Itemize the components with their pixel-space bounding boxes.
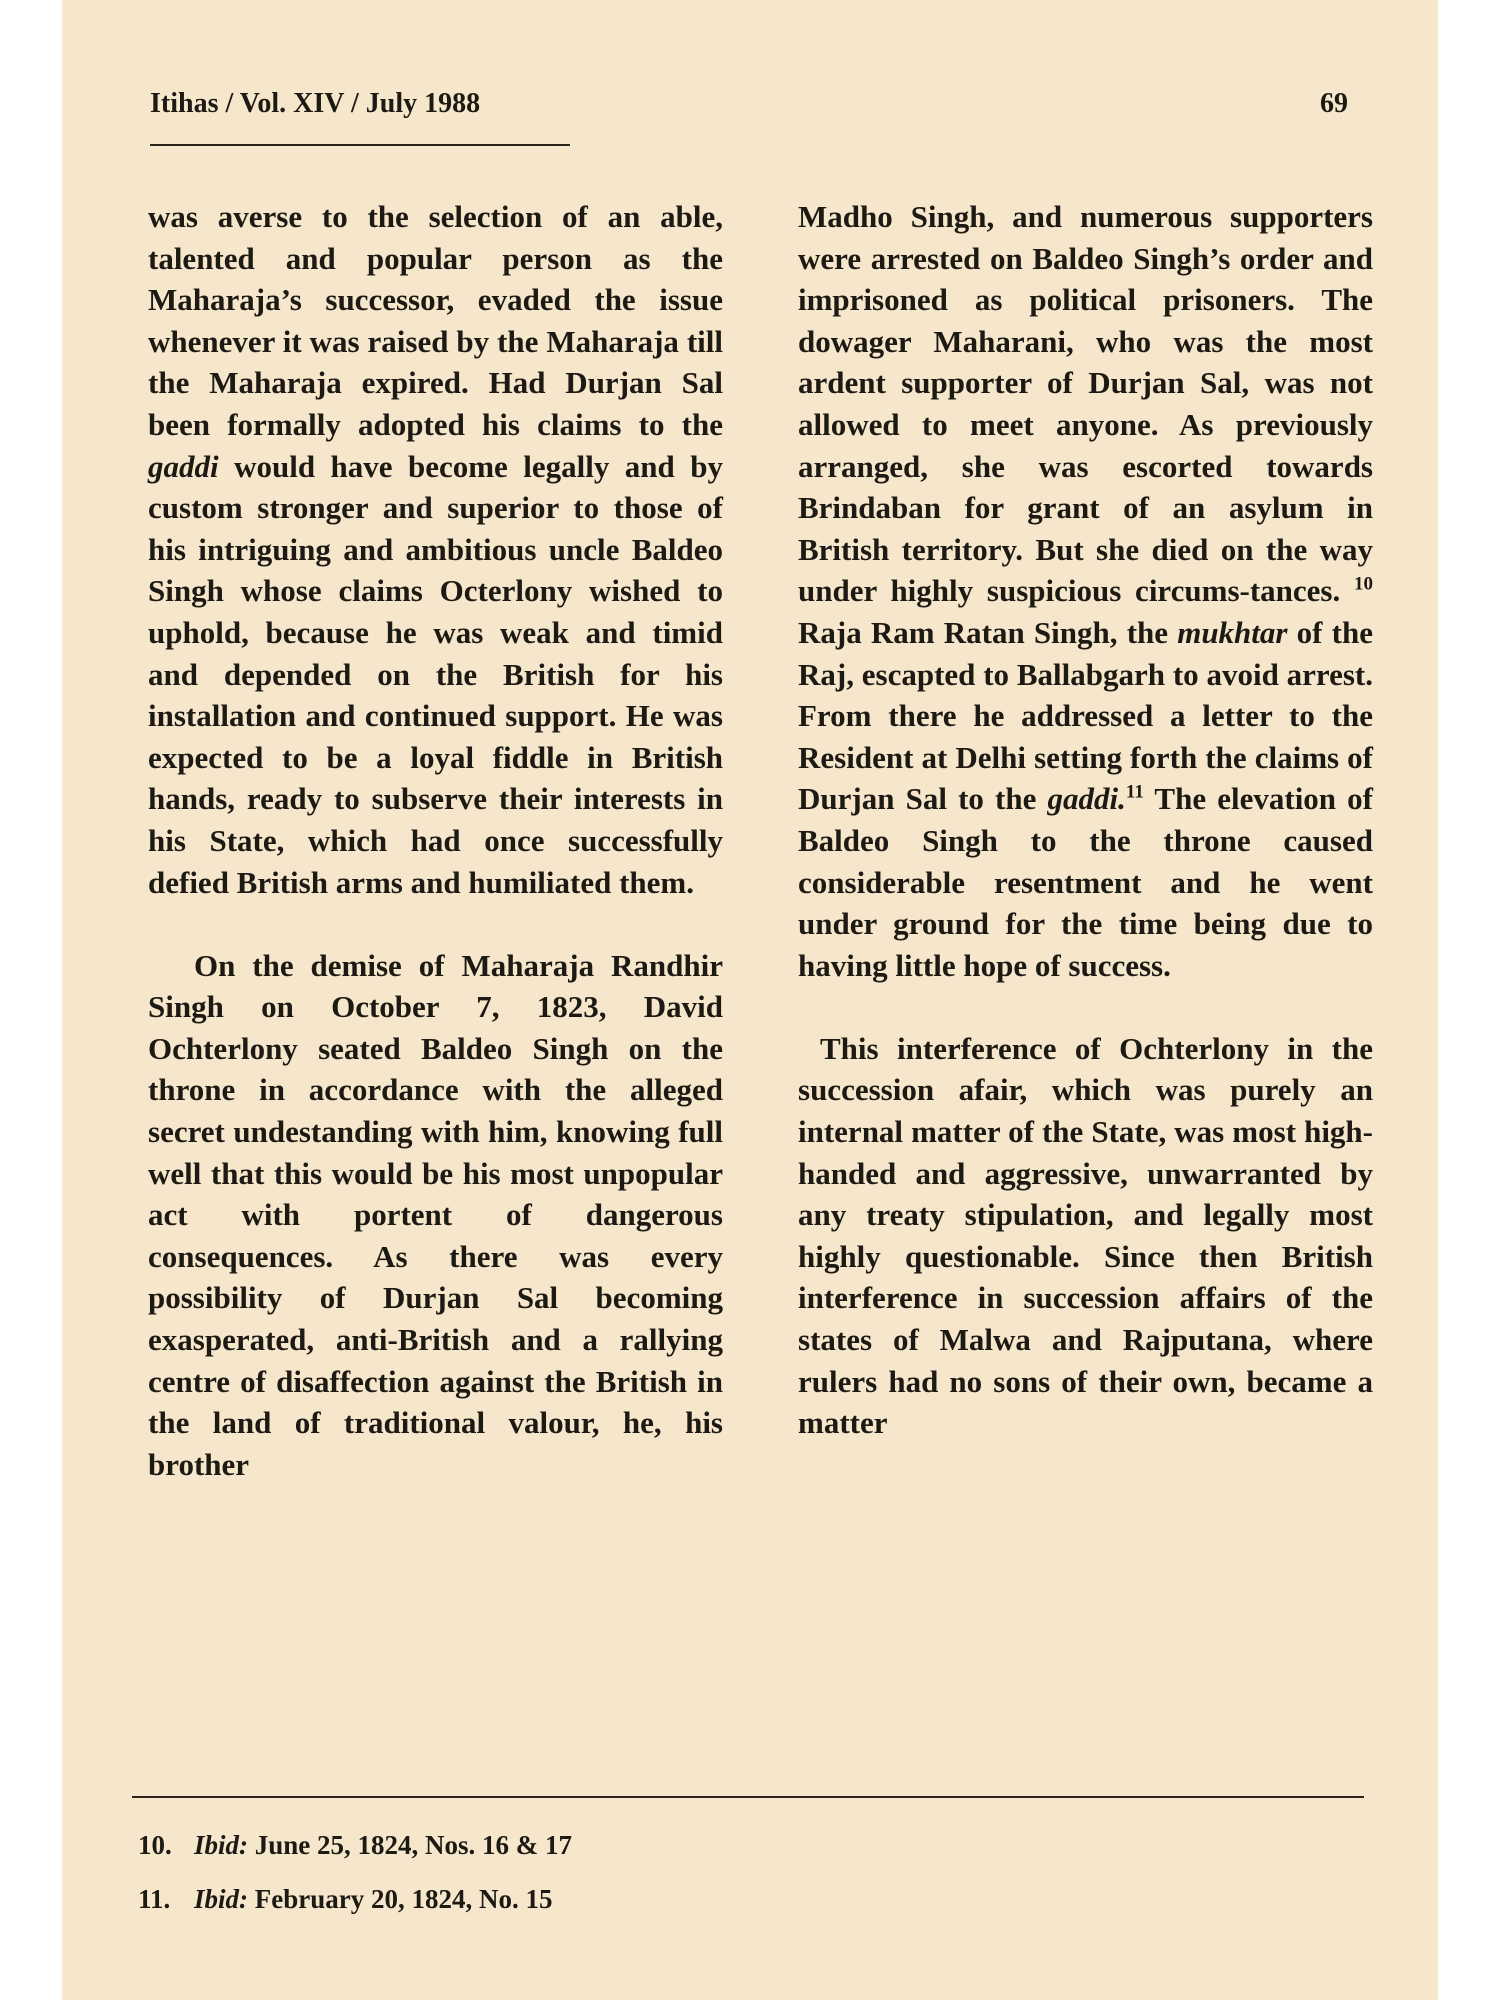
term-gaddi: gaddi	[148, 448, 219, 484]
page-scan	[62, 0, 1438, 2000]
footnote-10: 10. Ibid: June 25, 1824, Nos. 16 & 17	[138, 1830, 573, 1860]
left-paragraph-2: On the demise of Maharaja Randhir Singh on October 7, 1823, David Ochterlony seated Baldeo Singh on the throne in accordance with the alleged secret undestanding with him, knowing full well that this would be his most unpopular act with portent of dangerous consequences. As there was every possibility of Durjan Sal becoming exasperated, anti-British and a rallying centre of disaffection against the British in the land of traditional valour, he, his brother	[148, 947, 723, 1482]
right-paragraph-2: This interference of Ochterlony in the succession afair, which was purely an internal matter of the State, was most high-handed and aggressive, unwarranted by any treaty stipulation, and legally most highly questionable. Since then British interference in succession affairs of the states of Malwa and Rajputana, where rulers had no sons of their own, became a matter	[798, 1030, 1373, 1441]
term-gaddi: gaddi.	[1047, 781, 1126, 817]
running-header	[150, 88, 1348, 132]
term-mukhtar: mukhtar	[1177, 614, 1288, 650]
footnote-rule	[132, 1796, 1364, 1798]
footnote-11: 11. Ibid: February 20, 1824, No. 15	[138, 1884, 553, 1914]
right-column	[798, 196, 1373, 1444]
left-paragraph-1: was averse to the selection of an able, talented and popular person as the Maharaja’s successor, evaded the issue whenever it was raised by the Maharaja till the Maharaja expired. Had Durjan Sal been formally adopted his claims to the gaddi would have become legally and by custom stronger and superior to those of his intriguing and ambitious uncle Baldeo Singh whose claims Octerlony wished to uphold, because he was weak and timid and depended on the British for his installation and continued support. He was expected to be a loyal fiddle in British hands, ready to subserve their interests in his State, which had once successfully defied British arms and humiliated them.	[148, 199, 723, 900]
footnote-ref-10[interactable]: 10	[1354, 574, 1374, 596]
footnotes	[138, 1818, 1338, 1926]
header-rule	[150, 144, 570, 146]
page-number: 69	[1320, 88, 1348, 119]
left-column	[148, 196, 723, 1485]
right-paragraph-1: Madho Singh, and numerous supporters were arrested on Baldeo Singh’s order and imprisoned as political prisoners. The dowager Maharani, who was the most ardent supporter of Durjan Sal, was not allowed to meet anyone. As previously arranged, she was escorted towards Brindaban for grant of an asylum in British territory. But she died on the way under highly suspicious circums-tances. $^{10}$ Raja Ram Ratan Singh, the mukhtar of the Raj, escapted to Ballabgarh to avoid arrest. From there he addressed a letter to the Resident at Delhi setting forth the claims of Durjan Sal to the gaddi.$^{11}$ The elevation of Baldeo Singh to the throne caused considerable resentment and he went under ground for the time being due to having little hope of success.	[798, 199, 1374, 983]
journal-citation: Itihas / Vol. XIV / July 1988	[150, 88, 481, 119]
footnote-ref-11[interactable]: 11	[1125, 781, 1144, 803]
